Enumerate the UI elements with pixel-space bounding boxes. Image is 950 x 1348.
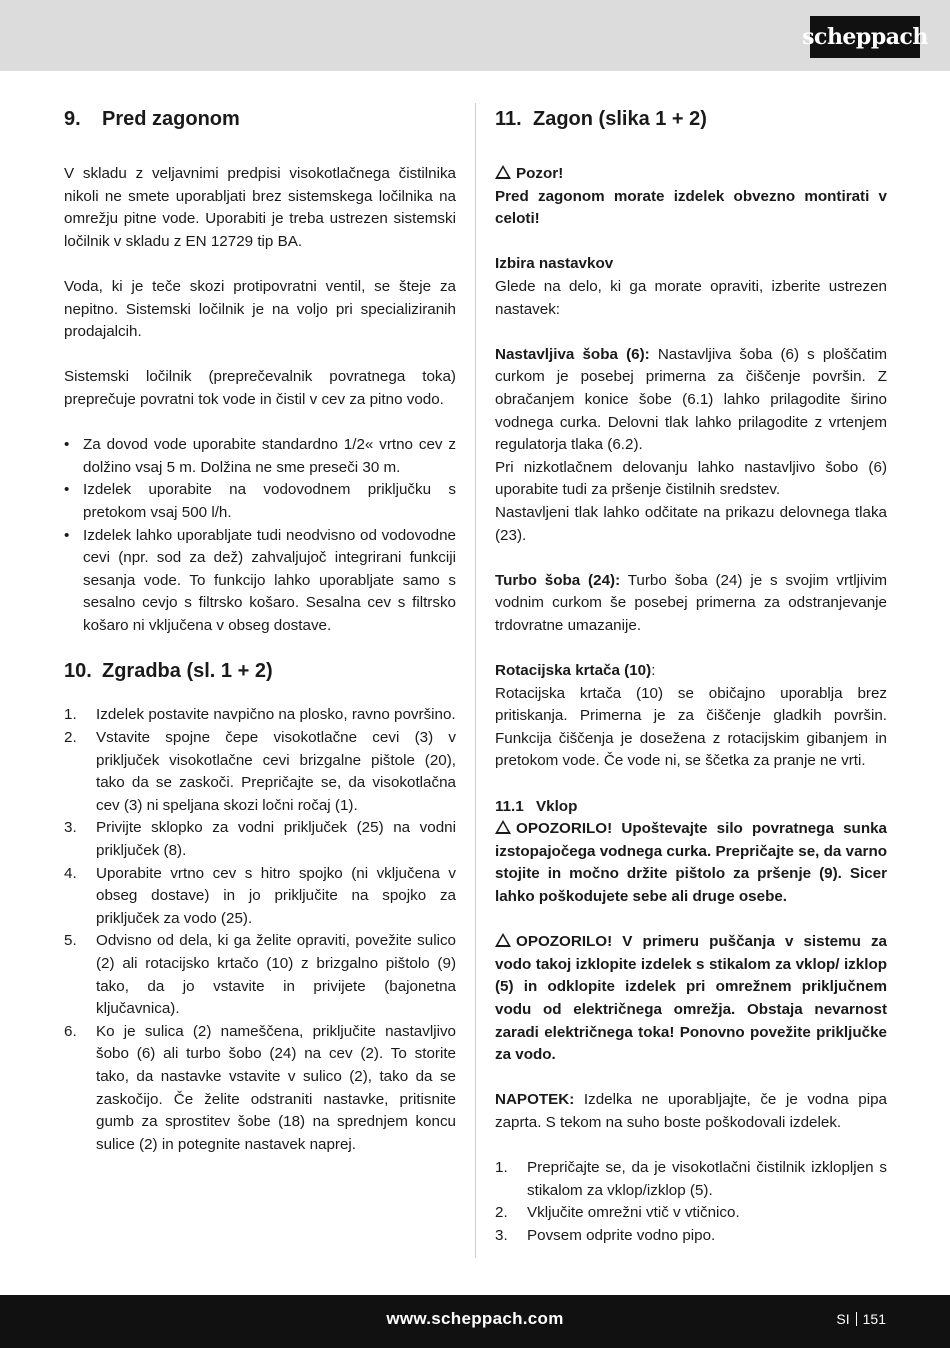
item-number: 3.	[64, 819, 77, 837]
term-label: Turbo šoba (24):	[495, 571, 621, 589]
item-number: 6.	[64, 1022, 77, 1040]
item-text: Uporabite vrtno cev s hitro spojko (ni vključena v obseg dostave) in jo priključite na spojko za priključek za vodo (25).	[96, 864, 456, 927]
item-text: Ko je sulica (2) nameščena, priključite nastavljivo šobo (6) ali turbo šobo (24) na cev (2). To storite tako, da nastavke vstavite v sulico (2), tako da se zaskočijo. Če želite odstraniti nastavke, pritisnite gumb za sprostitev šobe (18) na sprednjem koncu sulice (2) in potegnite nastavek naprej.	[96, 1022, 456, 1153]
item-text: Privijte sklopko za vodni priključek (25) na vodni priključek (8).	[96, 819, 456, 860]
item-number: 4.	[64, 864, 77, 882]
term-colon: :	[651, 662, 656, 680]
paragraph	[495, 344, 887, 457]
paragraph: Sistemski ločilnik (preprečevalnik povratnega toka) preprečuje povratni tok vode in čistil v cev za pitno vodo.	[64, 368, 456, 408]
paragraph: V skladu z veljavnimi predpisi visokotlačnega čistilnika nikoli ne smete uporabljati brez sistemskega ločilnika na omrežju pitne vode. Uporabiti je treba ustrezen sistemski ločilnik v skladu z EN 12729 tip BA.	[64, 165, 456, 250]
item-number: 2.	[64, 729, 77, 747]
list-item	[495, 1157, 887, 1202]
warning-paragraph	[495, 818, 887, 908]
section-number: 10.	[64, 660, 92, 683]
list-item	[64, 817, 456, 862]
brand-logo	[802, 16, 928, 58]
footer-url[interactable]: www.scheppach.com	[386, 1309, 564, 1328]
warning-text: OPOZORILO! Upoštevajte silo povratnega sunka izstopajočega vodnega curka. Prepričajte se, da varno stojite in močno držite pištolo za pršenje (9). Sicer lahko poškodujete sebe ali druge osebe.	[495, 820, 887, 905]
item-text: Prepričajte se, da je visokotlačni čistilnik izklopljen s stikalom za vklop/izklop (5).	[527, 1159, 887, 1199]
subheading	[495, 660, 887, 683]
list-item	[64, 727, 456, 817]
caution-label	[495, 163, 887, 186]
section-title: Zgradba (sl. 1 + 2)	[102, 660, 273, 683]
subheading: Izbira nastavkov	[495, 255, 614, 273]
page-indicator	[836, 1311, 886, 1327]
numbered-list	[64, 704, 456, 1156]
item-text: Vstavite spojne čepe visokotlačne cevi (3) v priključek visokotlačne cevi brizgalne pištole (20), tako da se zaskoči. Prepričajte se, da visokotlačna cev (3) ni speljana skozi ločni ročaj (1).	[96, 729, 456, 814]
item-text: Izdelek postavite navpično na plosko, ravno površino.	[96, 706, 456, 724]
item-number: 5.	[64, 932, 77, 950]
note-label: NAPOTEK:	[495, 1091, 575, 1109]
list-item	[64, 863, 456, 931]
item-number: 2.	[495, 1204, 508, 1222]
list-item	[64, 1021, 456, 1157]
paragraph: Pri nizkotlačnem delovanju lahko nastavljivo šobo (6) uporabite tudi za pršenje čistilnih sredstev.	[495, 458, 887, 499]
subsection-heading	[495, 796, 887, 819]
subsection-title: Vklop	[536, 797, 578, 815]
paragraph: Rotacijska krtača (10) se običajno uporablja brez pritiskanja. Primerna je za čiščenje gladkih površin. Funkcija čiščenja je dosežena z rotacijskim gibanjem in pretokom vode. Če vode ni, se ščetka za pranje ne vrti.	[495, 684, 887, 770]
note-paragraph	[495, 1089, 887, 1134]
list-item	[64, 930, 456, 1020]
footer-bar	[0, 1295, 950, 1348]
paragraph: Voda, ki je teče skozi protipovratni ventil, se šteje za nepitno. Sistemski ločilnik je na voljo pri specializiranih prodajalcih.	[64, 277, 456, 341]
caution-text: Pred zagonom morate izdelek obvezno montirati v celoti!	[495, 187, 887, 228]
section-title: Pred zagonom	[102, 108, 240, 130]
subsection-number: 11.1	[495, 797, 524, 815]
item-text: Povsem odprite vodno pipo.	[527, 1226, 716, 1244]
item-number: 3.	[495, 1226, 508, 1244]
section-11-heading	[495, 104, 887, 134]
note-text: Izdelka ne uporabljajte, če je vodna pipa zaprta. S tekom na suho boste poškodovali izdelek.	[495, 1091, 887, 1131]
item-number: 1.	[495, 1159, 508, 1177]
list-item	[495, 1225, 887, 1248]
numbered-list	[495, 1157, 887, 1247]
section-title: Zagon (slika 1 + 2)	[533, 108, 707, 130]
term-label: Nastavljiva šoba (6):	[495, 345, 650, 363]
warning-icon	[495, 933, 511, 947]
separator	[856, 1312, 857, 1326]
page-number: 151	[862, 1311, 886, 1327]
list-item: • Izdelek uporabite na vodovodnem priključku s pretokom vsaj 500 l/h.	[64, 479, 456, 524]
section-number: 9.	[64, 108, 81, 130]
paragraph: Nastavljeni tlak lahko odčitate na prikazu delovnega tlaka (23).	[495, 503, 887, 544]
left-column	[64, 104, 456, 1156]
list-item: • Izdelek lahko uporabljate tudi neodvisno od vodovodne cevi (npr. sod za dež) zahvaljujoč integrirani funkciji sesanja vode. To funkcijo lahko uporabljate samo s sesalno cevjo s filtrsko košaro. Sesalna cev s filtrsko košaro ni vključena v obseg dostave.	[64, 525, 456, 638]
warning-icon	[495, 820, 511, 834]
paragraph	[495, 570, 887, 638]
paragraph: Glede na delo, ki ga morate opraviti, izberite ustrezen nastavek:	[495, 277, 887, 318]
item-text: Vključite omrežni vtič v vtičnico.	[527, 1204, 740, 1222]
term-text: Nastavljiva šoba (6) s ploščatim curkom je posebej primerna za čiščenje površin. Z obračanjem konice šobe (6.1) lahko prilagodite širino vodnega curka. Delovni tlak lahko prilagodite z vrtenjem regulatorja tlaka (6.2).	[495, 345, 887, 454]
section-9-heading	[64, 104, 456, 134]
list-item	[64, 704, 456, 727]
warning-paragraph	[495, 931, 887, 1067]
section-number: 11.	[495, 108, 522, 130]
caution-text-label: Pozor!	[516, 165, 564, 182]
column-divider	[475, 103, 476, 1258]
term-label: Rotacijska krtača (10)	[495, 662, 652, 680]
list-item	[495, 1202, 887, 1225]
warning-text: OPOZORILO! V primeru puščanja v sistemu za vodo takoj izklopite izdelek s stikalom za vklop/ izklop (5) in odklopite izdelek pri omrežnem priključnem vodu od električnega omrežja. Obstaja nevarnost zaradi električnega toka! Ponovno povežite priključke za vodo.	[495, 933, 887, 1064]
bullet-list	[64, 434, 456, 637]
brand-name: scheppach	[802, 24, 928, 50]
item-number: 1.	[64, 706, 77, 724]
warning-icon	[495, 165, 511, 179]
term-text: Turbo šoba (24) je s svojim vrtljivim vodnim curkom še posebej primerna za odstranjevanje trdovratne umazanije.	[495, 571, 887, 634]
language-code: SI	[836, 1311, 850, 1327]
item-text: Odvisno od dela, ki ga želite opraviti, povežite sulico (2) ali rotacijsko krtačo (10) z brizgalno pištolo (9) tako, da jo vstavite in privijete (bajonetna ključavnica).	[96, 932, 456, 1018]
header-bar	[0, 0, 950, 71]
right-column	[495, 104, 887, 1248]
section-10-heading	[64, 656, 456, 686]
list-item: • Za dovod vode uporabite standardno 1/2« vrtno cev z dolžino vsaj 5 m. Dolžina ne sme preseči 30 m.	[64, 434, 456, 479]
